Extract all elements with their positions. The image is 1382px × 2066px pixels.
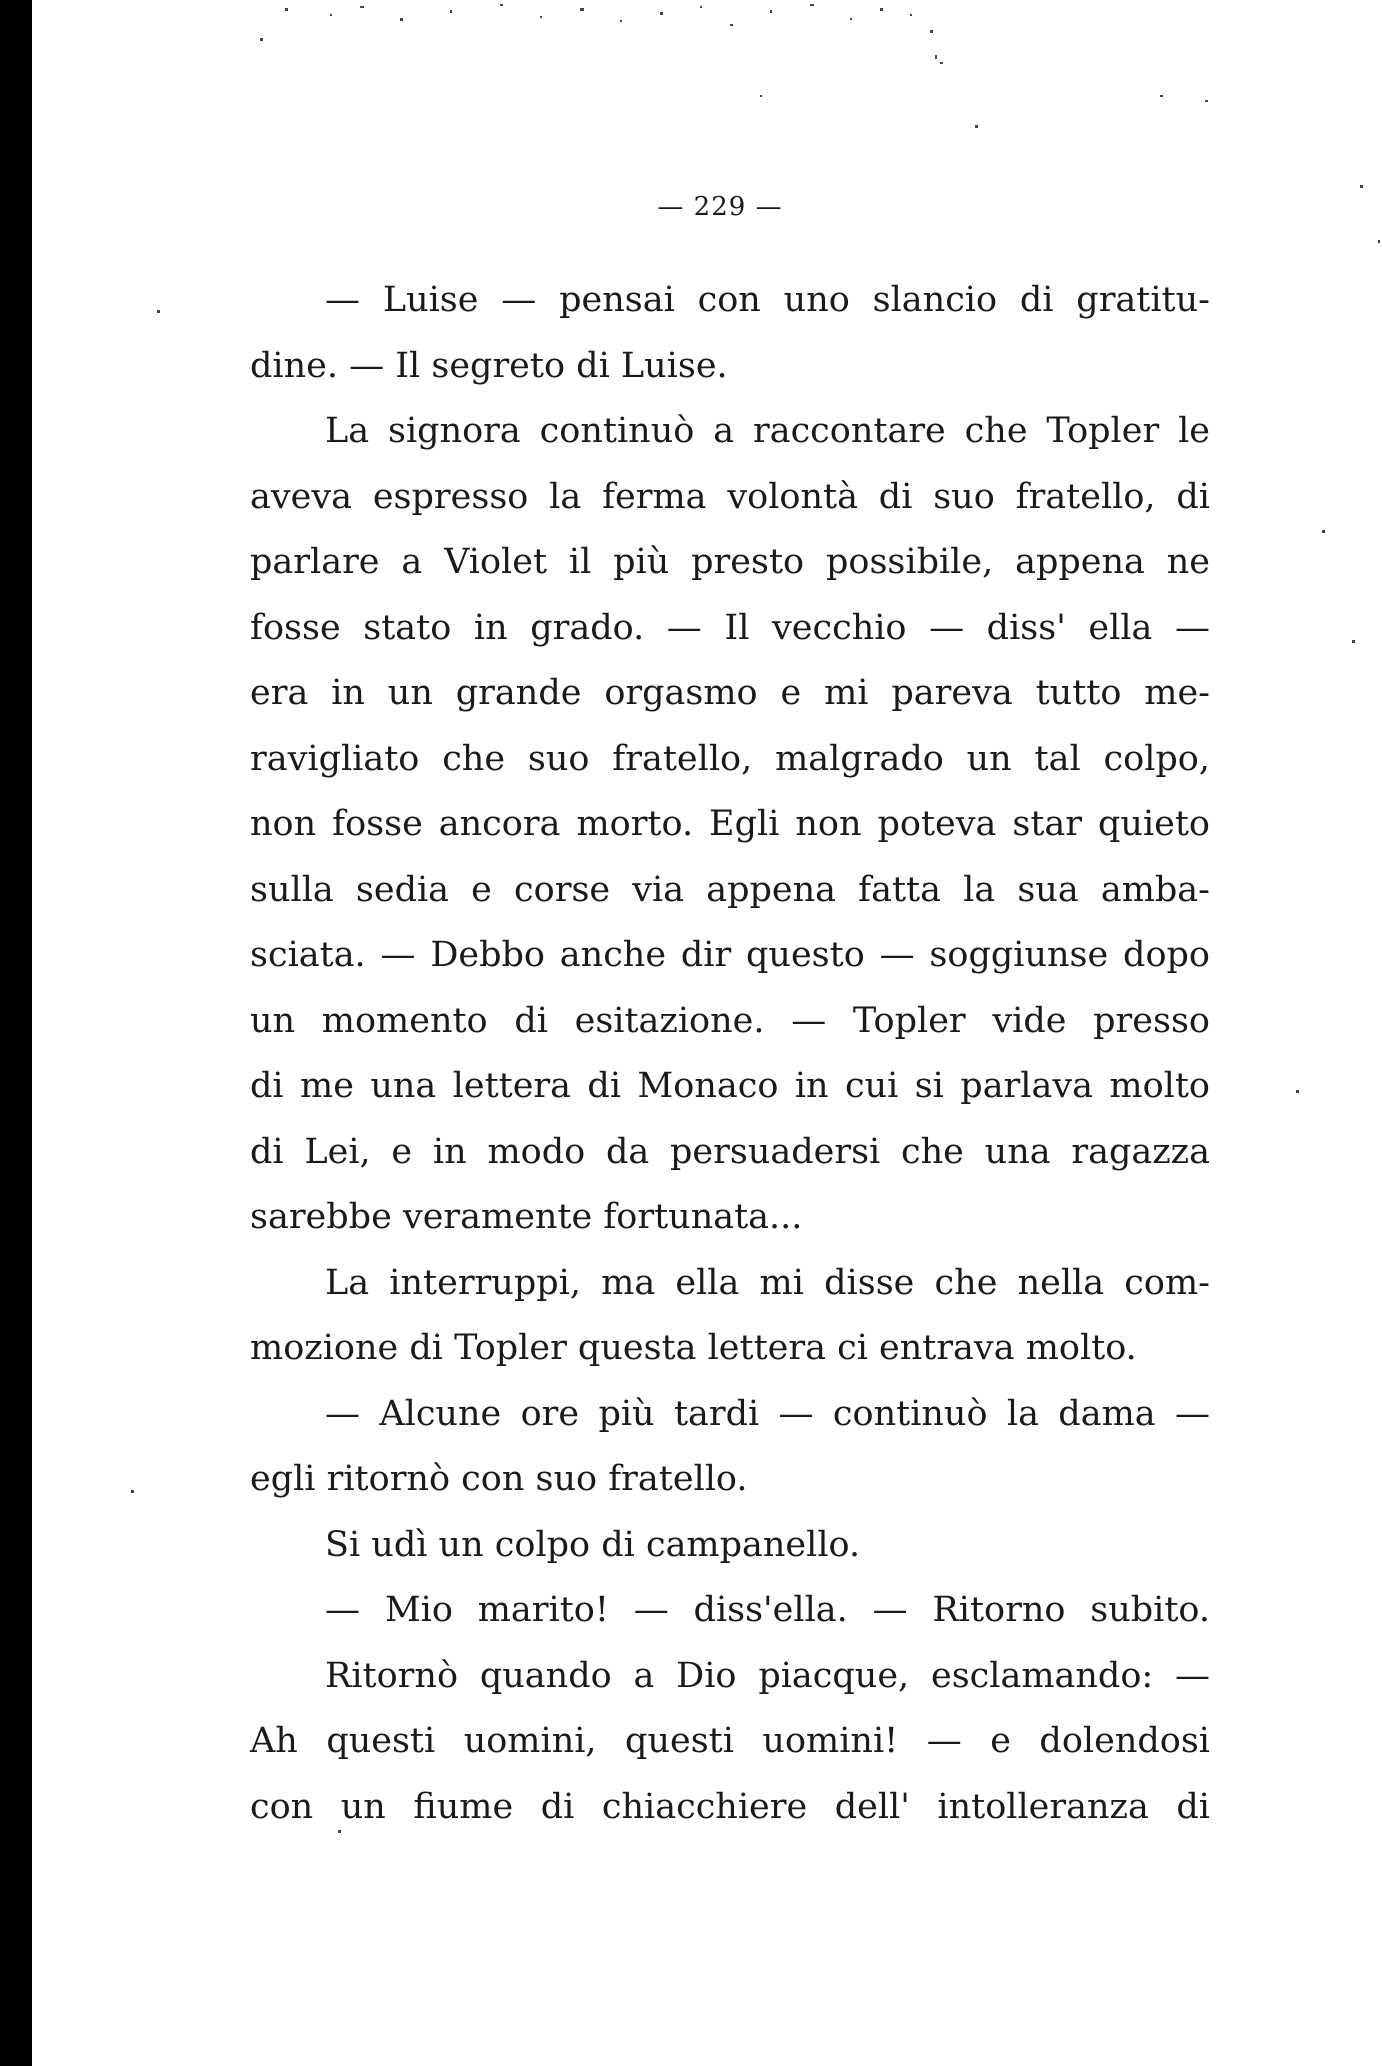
scan-spine-shadow — [0, 0, 32, 2066]
text-line: un momento di esitazione. — Topler vide presso — [250, 1000, 1210, 1041]
text-line: parlare a Violet il più presto possibile, appena ne — [250, 542, 1210, 582]
text-line: non fosse ancora morto. Egli non poteva star quieto — [250, 804, 1210, 844]
text-line: Ritornò quando a Dio piacque, esclamando: — — [325, 1655, 1210, 1696]
text-line: mozione di Topler questa lettera ci entrava molto. — [250, 1328, 1137, 1368]
text-line: egli ritornò con suo fratello. — [250, 1459, 748, 1499]
page-number: — 229 — — [657, 192, 783, 222]
text-line: fosse stato in grado. — Il vecchio — diss' ella — — [250, 607, 1210, 648]
text-line: — Alcune ore più tardi — continuò la dama — — [325, 1393, 1210, 1434]
text-line: — Mio marito! — diss'ella. — Ritorno subito. — [325, 1590, 1210, 1630]
text-line: sarebbe veramente fortunata... — [250, 1197, 803, 1237]
text-line: sulla sedia e corse via appena fatta la sua amba- — [250, 869, 1210, 910]
text-line: era in un grande orgasmo e mi pareva tutto me- — [250, 673, 1210, 713]
text-line: sciata. — Debbo anche dir questo — soggiunse dopo — [250, 935, 1210, 975]
text-line: La signora continuò a raccontare che Topler le — [325, 411, 1210, 451]
text-line: ravigliato che suo fratello, malgrado un tal colpo, — [250, 738, 1210, 779]
text-line: dine. — Il segreto di Luise. — [250, 345, 728, 386]
text-line: Si udì un colpo di campanello. — [325, 1524, 861, 1565]
text-line: di Lei, e in modo da persuadersi che una ragazza — [250, 1131, 1210, 1172]
text-line: — Luise — pensai con uno slancio di gratitu- — [325, 280, 1210, 320]
body-text — [250, 268, 1210, 1840]
text-line: aveva espresso la ferma volontà di suo fratello, di — [250, 476, 1210, 517]
text-line: Ah questi uomini, questi uomini! — e dolendosi — [250, 1721, 1210, 1761]
text-line: La interruppi, ma ella mi disse che nella com- — [325, 1262, 1210, 1303]
text-line: di me una lettera di Monaco in cui si parlava molto — [250, 1066, 1210, 1106]
text-line: con un fiume di chiacchiere dell' intolleranza di — [250, 1786, 1210, 1827]
